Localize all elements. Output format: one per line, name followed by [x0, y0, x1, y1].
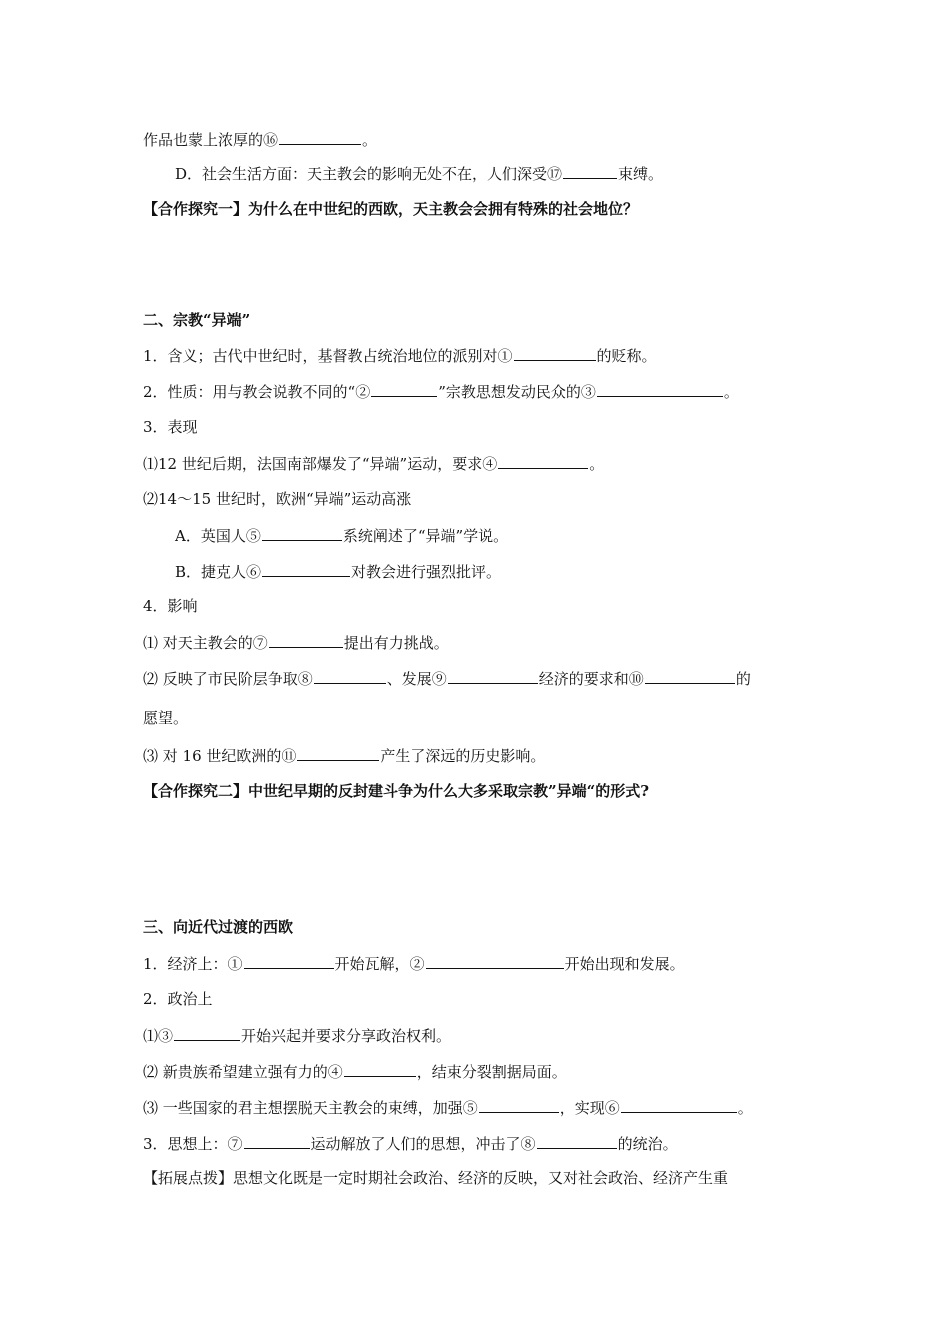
line-impact-2: ⑵ 反映了市民阶层争取⑧ 、发展⑨ 经济的要求和⑩ 的 [143, 670, 751, 688]
blank-7[interactable] [269, 632, 343, 648]
blank-17[interactable] [563, 163, 617, 179]
blank-s3-6[interactable] [621, 1097, 737, 1113]
blank-s3-3[interactable] [174, 1025, 240, 1041]
line-manifest-a: A．英国人⑤ 系统阐述了“异端”学说。 [175, 527, 509, 545]
line-manifest-1: ⑴12 世纪后期，法国南部爆发了“异端”运动，要求④ 。 [143, 455, 605, 473]
line-manifest-b: B．捷克人⑥ 对教会进行强烈批评。 [175, 563, 502, 581]
blank-5[interactable] [262, 525, 342, 541]
line-16: 作品也蒙上浓厚的⑯ 。 [143, 131, 378, 149]
blank-11[interactable] [297, 745, 379, 761]
blank-s3-4[interactable] [344, 1061, 416, 1077]
line-manifest-title: 3．表现 [143, 418, 198, 436]
blank-s3-2[interactable] [426, 953, 564, 969]
blank-3[interactable] [597, 381, 723, 397]
line-nature: 2．性质：用与教会说教不同的“② ”宗教思想发动民众的③ 。 [143, 383, 739, 401]
blank-2[interactable] [371, 381, 437, 397]
line-impact-2-cont: 愿望。 [143, 709, 189, 727]
blank-s3-8[interactable] [537, 1133, 617, 1149]
line-manifest-2: ⑵14～15 世纪时，欧洲“异端”运动高涨 [143, 490, 412, 508]
blank-1[interactable] [514, 345, 596, 361]
blank-s3-7[interactable] [244, 1133, 310, 1149]
section-three-title: 三、向近代过渡的西欧 [143, 918, 294, 936]
line-politics-3: ⑶ 一些国家的君主想摆脱天主教会的束缚，加强⑤ ，实现⑥ 。 [143, 1099, 753, 1117]
blank-16[interactable] [279, 129, 361, 145]
discussion-two: 【合作探究二】中世纪早期的反封建斗争为什么大多采取宗教”异端“的形式? [143, 782, 650, 800]
extension-tip: 【拓展点拨】思想文化既是一定时期社会政治、经济的反映，又对社会政治、经济产生重 [143, 1169, 729, 1187]
blank-s3-5[interactable] [479, 1097, 559, 1113]
line-17: D．社会生活方面：天主教会的影响无处不在，人们深受⑰ 束缚。 [175, 165, 664, 183]
blank-8[interactable] [314, 668, 386, 684]
line-politics-1: ⑴③ 开始兴起并要求分享政治权利。 [143, 1027, 452, 1045]
line-politics-title: 2．政治上 [143, 990, 213, 1008]
line-thought: 3．思想上：⑦ 运动解放了人们的思想，冲击了⑧ 的统治。 [143, 1135, 678, 1153]
line-economy: 1．经济上：① 开始瓦解，② 开始出现和发展。 [143, 955, 685, 973]
blank-9[interactable] [448, 668, 538, 684]
line-politics-2: ⑵ 新贵族希望建立强有力的④ ，结束分裂割据局面。 [143, 1063, 567, 1081]
blank-6[interactable] [262, 561, 350, 577]
line-impact-1: ⑴ 对天主教会的⑦ 提出有力挑战。 [143, 634, 449, 652]
blank-s3-1[interactable] [244, 953, 334, 969]
blank-10[interactable] [645, 668, 735, 684]
blank-4[interactable] [498, 453, 588, 469]
line-meaning: 1．含义；古代中世纪时，基督教占统治地位的派别对① 的贬称。 [143, 347, 657, 365]
line-impact-title: 4．影响 [143, 597, 198, 615]
line-impact-3: ⑶ 对 16 世纪欧洲的⑪ 产生了深远的历史影响。 [143, 747, 546, 765]
section-two-title: 二、宗教“异端” [143, 311, 251, 329]
discussion-one: 【合作探究一】为什么在中世纪的西欧，天主教会会拥有特殊的社会地位？ [143, 200, 639, 218]
